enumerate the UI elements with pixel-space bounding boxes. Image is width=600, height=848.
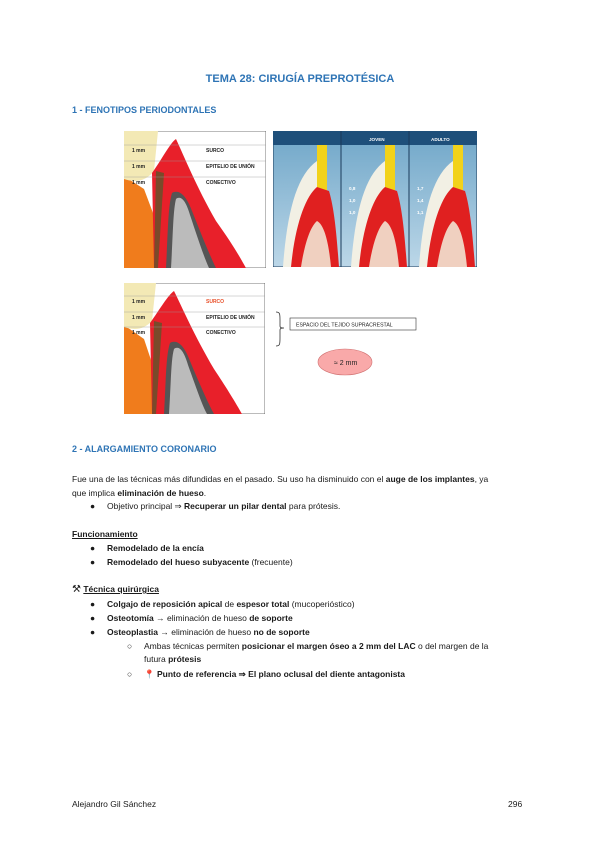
fig3-mm-1: 1 mm <box>132 299 146 305</box>
objective-item: ● Objetivo principal ⇒ Recuperar un pilar dental para prótesis. <box>90 501 341 511</box>
func-item-2: ● Remodelado del hueso subyacente (frecuente) <box>90 557 293 567</box>
periodontal-diagram-figure <box>124 131 266 268</box>
tec-item-1-text: de <box>222 599 237 609</box>
fig2-value-6: 1,1 <box>417 210 424 215</box>
tec-item-3: ● Osteoplastia → eliminación de hueso no de soporte <box>90 627 310 637</box>
tec-item-1-note: (mucoperióstico) <box>289 599 355 609</box>
fig1-mm-2: 1 mm <box>132 164 146 170</box>
footer-author: Alejandro Gil Sánchez <box>72 799 157 809</box>
tec-item-3-bold-b: no de soporte <box>253 627 310 637</box>
intro-text-2: , ya <box>474 474 489 484</box>
tec-item-2-text: → eliminación de hueso <box>153 613 250 623</box>
fig1-mm-1: 1 mm <box>132 148 146 154</box>
intro-bold-1: auge de los implantes <box>385 474 475 484</box>
sub-item-2: ○ 📍 Punto de referencia ⇒ El plano oclusal del diente antagonista <box>127 669 405 679</box>
fig3-epitelio-label: EPITELIO DE UNIÓN <box>206 315 255 321</box>
objective-tail: para prótesis. <box>286 501 341 511</box>
intro-bold-2: eliminación de hueso <box>117 488 204 498</box>
sub-item-1-bold: posicionar el margen óseo a 2 mm del LAC <box>241 641 416 651</box>
objective-text: Objetivo principal ⇒ <box>107 501 185 511</box>
footer-page-number: 296 <box>508 799 523 809</box>
fig2-value-3: 1,0 <box>349 210 356 215</box>
approx-2mm-label: ≈ 2 mm <box>334 360 358 367</box>
supracrestal-diagram-figure <box>124 283 265 414</box>
sub-item-2-bold: Punto de referencia ⇒ El plano oclusal del diente antagonista <box>156 669 405 679</box>
page-title: TEMA 28: CIRUGÍA PREPROTÉSICA <box>205 73 395 85</box>
fig2-value-2: 1,0 <box>349 198 356 203</box>
fig1-conectivo-label: CONECTIVO <box>206 180 236 186</box>
tec-item-1-bold-b: espesor total <box>236 599 290 609</box>
tec-item-2: ● Osteotomía → eliminación de hueso de soporte <box>90 613 293 623</box>
tecnica-title: Técnica quirúrgica <box>83 584 159 594</box>
section-heading-fenotipos: 1 - FENOTIPOS PERIODONTALES <box>72 105 217 115</box>
fig2-value-1: 0,8 <box>349 186 356 191</box>
func-item-2-text: Remodelado del hueso subyacente <box>107 557 250 567</box>
fig3-mm-3: 1 mm <box>132 330 146 336</box>
intro-text-4: . <box>203 488 207 498</box>
intro-paragraph <box>72 472 528 500</box>
fig2-adulto-label: ADULTO <box>431 137 450 142</box>
fig2-joven-label: JOVEN <box>369 137 385 142</box>
phenotype-comparison-figure <box>273 131 477 267</box>
tec-item-3-text: → eliminación de hueso <box>158 627 254 637</box>
supracrestal-annotation <box>272 306 422 378</box>
fig1-mm-3: 1 mm <box>132 180 146 186</box>
tec-item-1-bold-a: Colgajo de reposición apical <box>107 599 223 609</box>
tec-item-3-bold-a: Osteoplastia <box>107 627 159 637</box>
fig3-conectivo-label: CONECTIVO <box>206 330 236 336</box>
funcionamiento-heading <box>72 529 138 539</box>
sub-item-1-text-a: Ambas técnicas permiten <box>144 641 242 651</box>
fig2-value-5: 1,4 <box>417 198 424 203</box>
pin-icon: 📍 <box>144 669 155 679</box>
section-heading-alargamiento: 2 - ALARGAMIENTO CORONARIO <box>72 444 217 454</box>
func-item-1-text: Remodelado de la encía <box>107 543 204 553</box>
sub-item-1-text-c: futura <box>144 654 169 664</box>
func-item-2-note: (frecuente) <box>249 557 293 567</box>
fig3-mm-2: 1 mm <box>132 315 146 321</box>
tecnica-heading <box>72 584 159 595</box>
fig3-surco-label: SURCO <box>206 299 225 305</box>
objective-bold: Recuperar un pilar dental <box>184 501 287 511</box>
tec-item-2-bold-a: Osteotomía <box>107 613 154 623</box>
intro-text-3: que implica <box>72 488 118 498</box>
tec-item-2-bold-b: de soporte <box>249 613 293 623</box>
brace-icon <box>276 312 284 346</box>
funcionamiento-title: Funcionamiento <box>72 529 138 539</box>
sub-item-1-text-b: o del margen de la <box>415 641 489 651</box>
fig2-value-4: 1,7 <box>417 186 424 191</box>
tec-item-1: ● Colgajo de reposición apical de espesor total (mucoperióstico) <box>90 599 355 609</box>
sub-item-1: ○ Ambas técnicas permiten posicionar el margen óseo a 2 mm del LAC o del margen de la futura prótesis <box>127 641 489 664</box>
intro-text-1: Fue una de las técnicas más difundidas en el pasado. Su uso ha disminuido con el <box>72 474 386 484</box>
sub-item-1-bold-b: prótesis <box>168 654 202 664</box>
espacio-label: ESPACIO DEL TEJIDO SUPRACRESTAL <box>296 322 393 329</box>
fig1-surco-label: SURCO <box>206 148 225 154</box>
func-item-1: ● Remodelado de la encía <box>90 543 204 553</box>
tools-icon: ⚒ <box>72 584 81 595</box>
fig1-epitelio-label: EPITELIO DE UNIÓN <box>206 164 255 170</box>
